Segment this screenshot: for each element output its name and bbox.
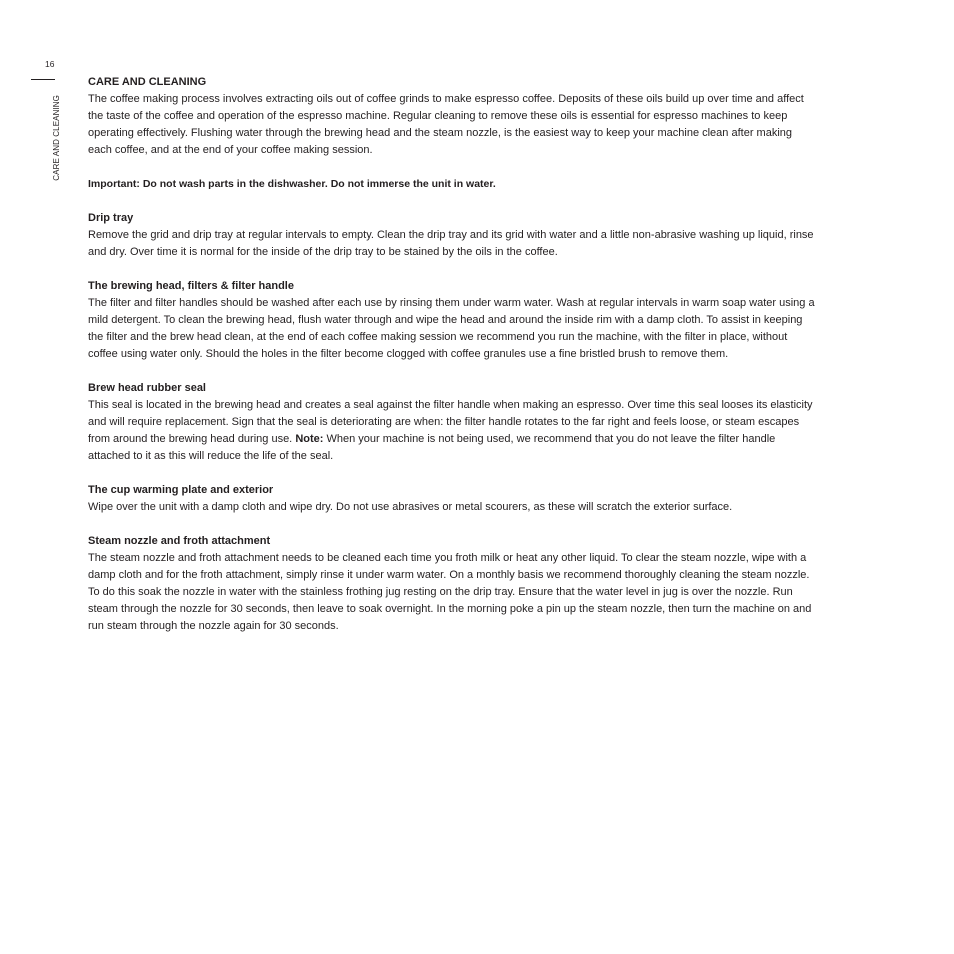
document-body <box>88 74 816 635</box>
rubber-seal-text: This seal is located in the brewing head and creates a seal against the filter handle when making an espresso. Over time this seal looses its elasticity and will require replacement. Sign that the seal is deteriorating are when: the filter handle rotates to the far right and feels loose, or steam escapes from around the brewing head during use. <box>88 399 813 445</box>
section-body-steam-nozzle: The steam nozzle and froth attachment needs to be cleaned each time you froth milk or heat any other liquid. To clear the steam nozzle, wipe with a damp cloth and for the froth attachment, simply rinse it under warm water. On a monthly basis we recommend thoroughly cleaning the steam nozzle. To do this soak the nozzle in water with the stainless frothing jug resting on the drip tray. Ensure that the water level in jug is over the nozzle. Run steam through the nozzle for 30 seconds, then leave to soak overnight. In the morning poke a pin up the steam nozzle, then turn the machine on and run steam through the nozzle again for 30 seconds. <box>88 552 812 632</box>
rubber-seal-note-text: When your machine is not being used, we recommend that you do not leave the filter handle attached to it as this will reduce the life of the seal. <box>88 433 776 462</box>
section-body-rubber-seal <box>88 397 816 465</box>
section-heading-brewing-head: The brewing head, filters & filter handle <box>88 280 294 292</box>
page-number: 16 <box>45 59 55 69</box>
important-warning: Important: Do not wash parts in the dishwasher. Do not immerse the unit in water. <box>88 178 496 190</box>
header-rule <box>31 79 55 80</box>
section-heading-steam-nozzle: Steam nozzle and froth attachment <box>88 535 271 547</box>
page-title: CARE AND CLEANING <box>88 76 207 88</box>
section-body-brewing-head: The filter and filter handles should be washed after each use by rinsing them under warm water. Wash at regular intervals in warm soap water using a mild detergent. To clean the brewing head, flush water through and wipe the head and around the inside rim with a damp cloth. To assist in keeping the filter and the brew head clean, at the end of each coffee making session we recommend you run the machine, with the filter in place, without coffee using water only. Should the holes in the filter become clogged with coffee granules use a fine bristled brush to remove them. <box>88 297 815 360</box>
section-body-cup-warming: Wipe over the unit with a damp cloth and wipe dry. Do not use abrasives or metal scourers, as these will scratch the exterior surface. <box>88 501 733 513</box>
intro-paragraph: The coffee making process involves extracting oils out of coffee grinds to make espresso coffee. Deposits of these oils build up over time and affect the taste of the coffee and operation of the espresso machine. Regular cleaning to remove these oils is essential for espresso machines to keep operating effectively. Flushing water through the brewing head and the steam nozzle, is the easiest way to keep your machine clean after making each coffee, and at the end of your coffee making session. <box>88 93 804 156</box>
side-section-label: CARE AND CLEANING <box>52 95 61 181</box>
section-body-drip-tray: Remove the grid and drip tray at regular intervals to empty. Clean the drip tray and its grid with water and a little non-abrasive washing up liquid, rinse and dry. Over time it is normal for the inside of the drip tray to be stained by the oils in the coffee. <box>88 229 814 258</box>
section-heading-cup-warming: The cup warming plate and exterior <box>88 484 274 496</box>
section-heading-rubber-seal: Brew head rubber seal <box>88 382 206 394</box>
note-label: Note: <box>295 433 324 445</box>
section-heading-drip-tray: Drip tray <box>88 212 134 224</box>
